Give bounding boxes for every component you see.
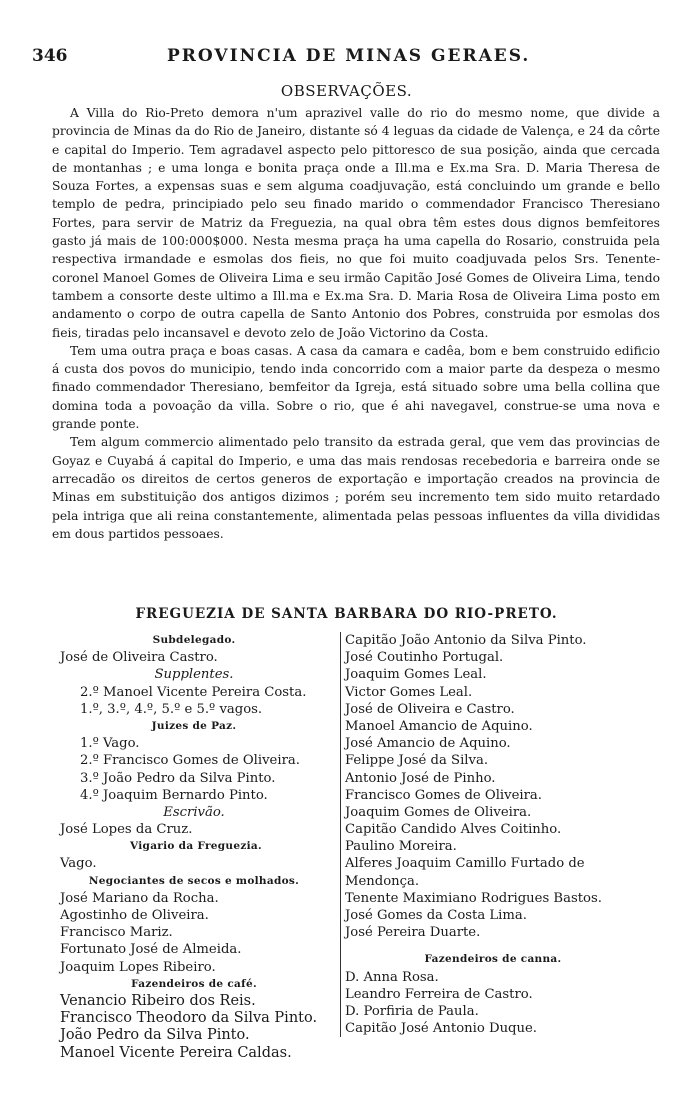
paragraph: Tem uma outra praça e boas casas. A casa da camara e cadêa, bom e bem construido edificio á custa dos povos do municipio, tendo inda concorrido com a maior parte da despeza o mesmo finado commendador Theresiano, bemfeitor da Igreja, está situado sobre uma bella collina que domina toda a povoação da villa. Sobre o rio, que é ahi navegavel, construe-se uma nova e grande ponte. — [52, 343, 660, 432]
paragraph: Tem algum commercio alimentado pelo transito da estrada geral, que vem das provincias de Goyaz e Cuyabá á capital do Imperio, e uma das mais rendosas recebedoria e barreira onde se arrecadão os direitos de certos generos de exportação e importação creados na provincia de Minas em substituição dos antigos dizimos ; porém seu incremento tem sido muito retardado pela intriga que ali reina constantemente, alimentada pelas pessoas influentes da villa divididas em dous partidos pessoaes. — [52, 435, 660, 541]
list-item: Agostinho de Oliveira. — [60, 908, 209, 923]
right-column — [340, 632, 641, 1037]
page-header — [32, 46, 672, 70]
list-item: Antonio José de Pinho. — [345, 770, 496, 786]
list-item: D. Porfiria de Paula. — [345, 1003, 479, 1019]
list-item: Francisco Mariz. — [60, 925, 173, 941]
list-item: D. Anna Rosa. — [345, 969, 439, 985]
list-item: 2.º Manoel Vicente Pereira Costa. — [80, 684, 307, 700]
list-item: Victor Gomes Leal. — [345, 684, 473, 700]
list-item: José Pereira Duarte. — [345, 925, 481, 941]
cafe-header: Fazendeiros de café. — [131, 977, 257, 990]
list-item: Tenente Maximiano Rodrigues Bastos. — [345, 890, 602, 906]
section-title: FREGUEZIA DE SANTA BARBARA DO RIO-PRETO. — [135, 606, 558, 622]
list-item: José de Oliveira e Castro. — [345, 701, 515, 717]
list-item: 2.º Francisco Gomes de Oliveira. — [80, 753, 300, 769]
list-item: Francisco Theodoro da Silva Pinto. — [60, 1010, 318, 1027]
escrivao-header: Escrivão. — [163, 804, 225, 820]
list-item: José Mariano da Rocha. — [60, 890, 219, 906]
list-item: José Amancio de Aquino. — [345, 736, 511, 752]
left-column — [60, 632, 328, 1062]
list-item: Venancio Ribeiro dos Reis. — [60, 992, 256, 1009]
observations-title: OBSERVAÇÕES. — [280, 82, 413, 100]
paragraph: A Villa do Rio-Preto demora n'um aprazivel valle do rio do mesmo nome, que divide a provincia de Minas da do Rio de Janeiro, distante só 4 leguas da cidade de Valença, e 24 da côrte e capital do Imperio. Tem agradavel aspecto pelo pittoresco de sua posição, ainda que cercada de montanhas ; e uma longa e bonita praça onde a Ill.ma e Ex.ma Sra. D. Maria Theresa de Souza Fortes, a expensas suas e sem alguma coadjuvação, está concluindo um grande e bello templo de pedra, principiado pelo seu finado marido o commendador Francisco Theresiano Fortes, para servir de Matriz da Freguezia, na qual obra têm estes dous dignos bemfeitores gasto já mais de 100:000$000. Nesta mesma praça ha uma capella do Rosario, construida pela respectiva irmandade e esmolas dos fieis, no que foi muito coadjuvada pelos Srs. Tenente-coronel Manoel Gomes de Oliveira Lima e seu irmão Capitão José Gomes de Oliveira Lima, tendo tambem a consorte deste ultimo a Ill.ma e Ex.ma Sra. D. Maria Rosa de Oliveira Lima posto em andamento o corpo de outra capella de Santo Antonio dos Pobres, construida por esmolas dos fieis, tiradas pelo incansavel e devoto zelo de João Victorino da Costa. — [52, 106, 660, 340]
juizes-header: Juizes de Paz. — [151, 719, 237, 732]
supplentes-header: Supplentes. — [154, 667, 234, 683]
spacer — [345, 941, 641, 951]
list-item: 1.º, 3.º, 4.º, 5.º e 5.º vagos. — [80, 701, 263, 717]
list-item: Joaquim Gomes Leal. — [345, 667, 487, 683]
list-item: Joaquim Gomes de Oliveira. — [345, 804, 532, 820]
list-item: Capitão João Antonio da Silva Pinto. — [345, 633, 587, 648]
list-item: 3.º João Pedro da Silva Pinto. — [80, 770, 276, 786]
subdelegado-name: José de Oliveira Castro. — [60, 650, 218, 666]
list-item: Francisco Gomes de Oliveira. — [345, 787, 542, 803]
list-item: José Coutinho Portugal. — [345, 650, 504, 666]
list-item: Fortunato José de Almeida. — [60, 942, 242, 958]
list-item: Capitão José Antonio Duque. — [345, 1021, 537, 1037]
list-item: José Gomes da Costa Lima. — [345, 908, 527, 924]
list-item: Joaquim Lopes Ribeiro. — [60, 959, 216, 975]
list-item: Felippe José da Silva. — [345, 753, 489, 769]
list-item: 1.º Vago. — [80, 736, 140, 752]
vigario-header: Vigario da Freguezia. — [130, 840, 262, 853]
canna-header: Fazendeiros de canna. — [424, 953, 562, 966]
list-item: Manoel Amancio de Aquino. — [345, 718, 533, 734]
list-item: Alferes Joaquim Camillo Furtado de Mendonça. — [345, 856, 585, 889]
list-item: Capitão Candido Alves Coitinho. — [345, 822, 562, 838]
list-item: Paulino Moreira. — [345, 839, 457, 855]
page-number: 346 — [32, 46, 68, 66]
vigario-name: Vago. — [60, 856, 97, 872]
subdelegado-header: Subdelegado. — [152, 634, 236, 646]
running-title: PROVINCIA DE MINAS GERAES. — [167, 46, 531, 66]
observations-text — [52, 104, 660, 543]
negociantes-header: Negociantes de secos e molhados. — [88, 874, 300, 887]
list-item: João Pedro da Silva Pinto. — [60, 1027, 250, 1044]
list-item: Leandro Ferreira de Castro. — [345, 986, 533, 1002]
list-item: 4.º Joaquim Bernardo Pinto. — [80, 787, 268, 803]
list-item: Manoel Vicente Pereira Caldas. — [60, 1044, 292, 1061]
escrivao-name: José Lopes da Cruz. — [60, 822, 193, 838]
